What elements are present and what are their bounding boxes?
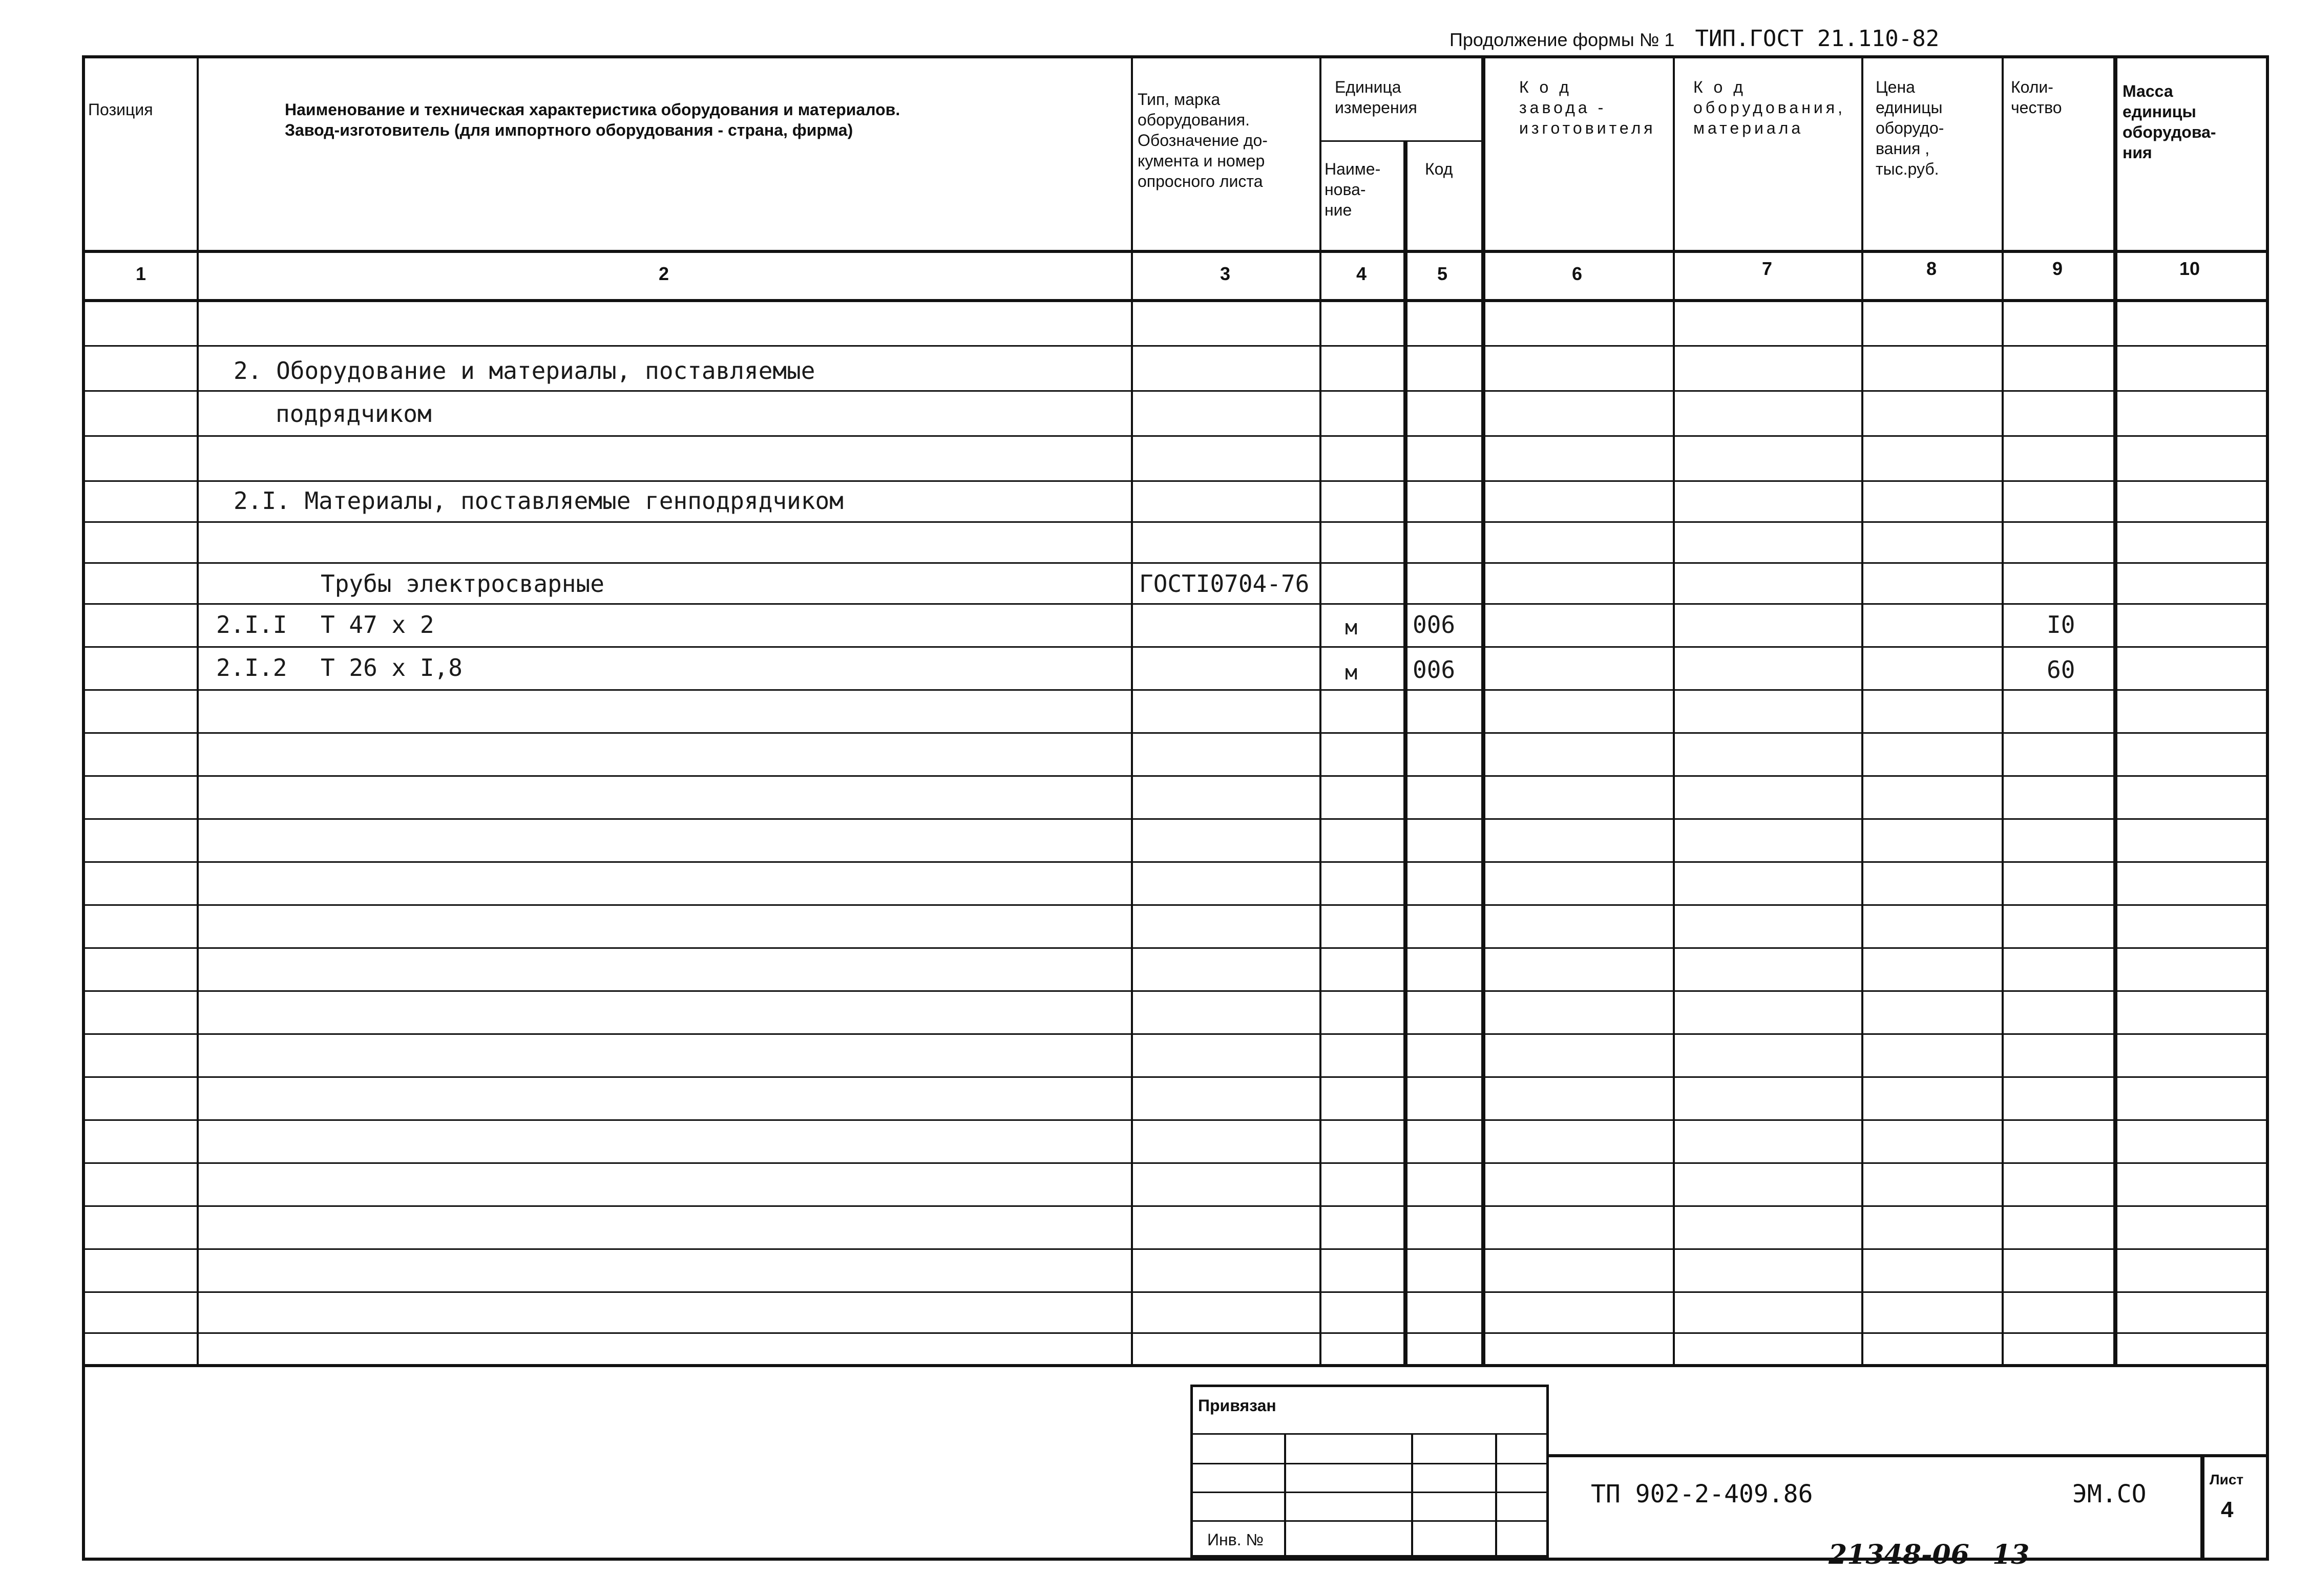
header-unit-group: Единица измерения [1335, 78, 1417, 117]
item-name: Т 47 x 2 [321, 611, 434, 639]
colnum-5: 5 [1437, 263, 1448, 284]
row-line [85, 646, 2266, 648]
item-quantity: 60 [2047, 656, 2075, 684]
row-line [85, 1162, 2266, 1164]
row-line [85, 1248, 2266, 1250]
item-position: 2.I.2 [216, 654, 287, 682]
form-continuation-note [1449, 26, 2167, 52]
colnum-1: 1 [135, 263, 146, 284]
header-name: Наименование и техническая характеристика оборудования и материалов. Завод-изготовитель (для импортного оборудования - страна, фирма) [285, 100, 900, 139]
document-mark: ЭМ.СО [2072, 1480, 2147, 1508]
form-continuation-text: Продолжение формы № 1 [1449, 29, 1675, 50]
stamp-line [1193, 1520, 1546, 1522]
group-title: Трубы электросварные [321, 570, 604, 598]
item-unit-code: 006 [1413, 656, 1456, 684]
header-unit-code: Код [1425, 160, 1453, 178]
row-line [85, 345, 2266, 347]
item-position: 2.I.I [216, 611, 287, 639]
stamp-line [1193, 1492, 1546, 1493]
header-unit-name: Наиме- нова- ние [1325, 160, 1381, 219]
header-type: Тип, марка оборудования. Обозначение до- кумента и номер опросного листа [1138, 90, 1268, 190]
colnum-8: 8 [1926, 258, 1937, 279]
row-line [85, 818, 2266, 820]
stamp-divider [1411, 1433, 1413, 1558]
row-line [85, 990, 2266, 992]
row-line [85, 1291, 2266, 1293]
group-doc: ГОСТI0704-76 [1139, 570, 1310, 598]
section-title-line1: 2. Оборудование и материалы, поставляемые [234, 357, 815, 385]
item-quantity: I0 [2047, 611, 2075, 639]
row-line [85, 1332, 2266, 1334]
colnum-2: 2 [658, 263, 669, 284]
row-line [85, 1119, 2266, 1121]
stamp-divider [1495, 1433, 1497, 1558]
stamp-divider [1284, 1433, 1286, 1558]
item-unit: м [1345, 616, 1358, 640]
col-line [1319, 58, 1321, 1365]
row-line [85, 435, 2266, 437]
row-line [85, 390, 2266, 392]
stamp-top-line [1549, 1454, 2266, 1457]
item-unit-code: 006 [1413, 611, 1456, 639]
inventory-label: Инв. № [1207, 1530, 1264, 1549]
row-line [85, 861, 2266, 863]
col-line [1861, 58, 1863, 1365]
row-line [85, 521, 2266, 523]
header-factory-code: К о д завода - изготовителя [1519, 78, 1656, 137]
col-line [1481, 58, 1485, 1365]
subsection-title: 2.I. Материалы, поставляемые генподрядчиком [234, 487, 844, 515]
sheet-box-divider [2200, 1454, 2204, 1558]
col-line [197, 58, 199, 1365]
col-line [1131, 58, 1133, 1365]
stamp-line [1193, 1433, 1546, 1435]
row-line [85, 947, 2266, 949]
colnum-4: 4 [1356, 263, 1367, 284]
row-line [85, 480, 2266, 482]
row-line [85, 562, 2266, 564]
row-line [85, 732, 2266, 734]
binding-stamp [1190, 1385, 1549, 1558]
colnum-6: 6 [1571, 263, 1583, 284]
row-line [85, 689, 2266, 691]
item-unit: м [1345, 661, 1358, 685]
header-mass: Масса единицы оборудова- ния [2123, 82, 2216, 162]
row-line [85, 603, 2266, 605]
colnum-bottom-line [85, 299, 2266, 302]
header-bottom-line [85, 250, 2266, 253]
header-quantity: Коли- чество [2011, 78, 2062, 117]
form-standard: ТИП.ГОСТ 21.110-82 [1695, 26, 1940, 52]
col-line [1403, 140, 1407, 1365]
specification-sheet [82, 55, 2269, 1561]
row-line [85, 1076, 2266, 1078]
bound-label: Привязан [1198, 1396, 1276, 1415]
table-bottom-line [85, 1364, 2266, 1367]
sheet-number: 4 [2221, 1497, 2234, 1522]
col-line [2002, 58, 2004, 1365]
header-price: Цена единицы оборудо- вания , тыс.руб. [1876, 78, 1944, 178]
row-line [85, 1033, 2266, 1035]
section-title-line2: подрядчиком [276, 400, 432, 428]
stamp-line [1193, 1463, 1546, 1464]
colnum-9: 9 [2052, 258, 2063, 279]
unit-group-divider [1319, 140, 1481, 142]
archive-number: 21348-06 [1829, 1539, 1969, 1570]
page-number: 13 [1992, 1539, 2030, 1570]
col-line [1673, 58, 1675, 1365]
col-line [2113, 58, 2117, 1365]
row-line [85, 904, 2266, 906]
document-code: ТП 902-2-409.86 [1591, 1480, 1813, 1508]
colnum-10: 10 [2179, 258, 2200, 279]
sheet-label: Лист [2210, 1472, 2244, 1487]
row-line [85, 775, 2266, 777]
row-line [85, 1205, 2266, 1207]
header-material-code: К о д оборудования, материала [1693, 78, 1845, 137]
header-position: Позиция [88, 100, 153, 119]
colnum-7: 7 [1761, 258, 1773, 279]
colnum-3: 3 [1220, 263, 1231, 284]
item-name: Т 26 x I,8 [321, 654, 463, 682]
